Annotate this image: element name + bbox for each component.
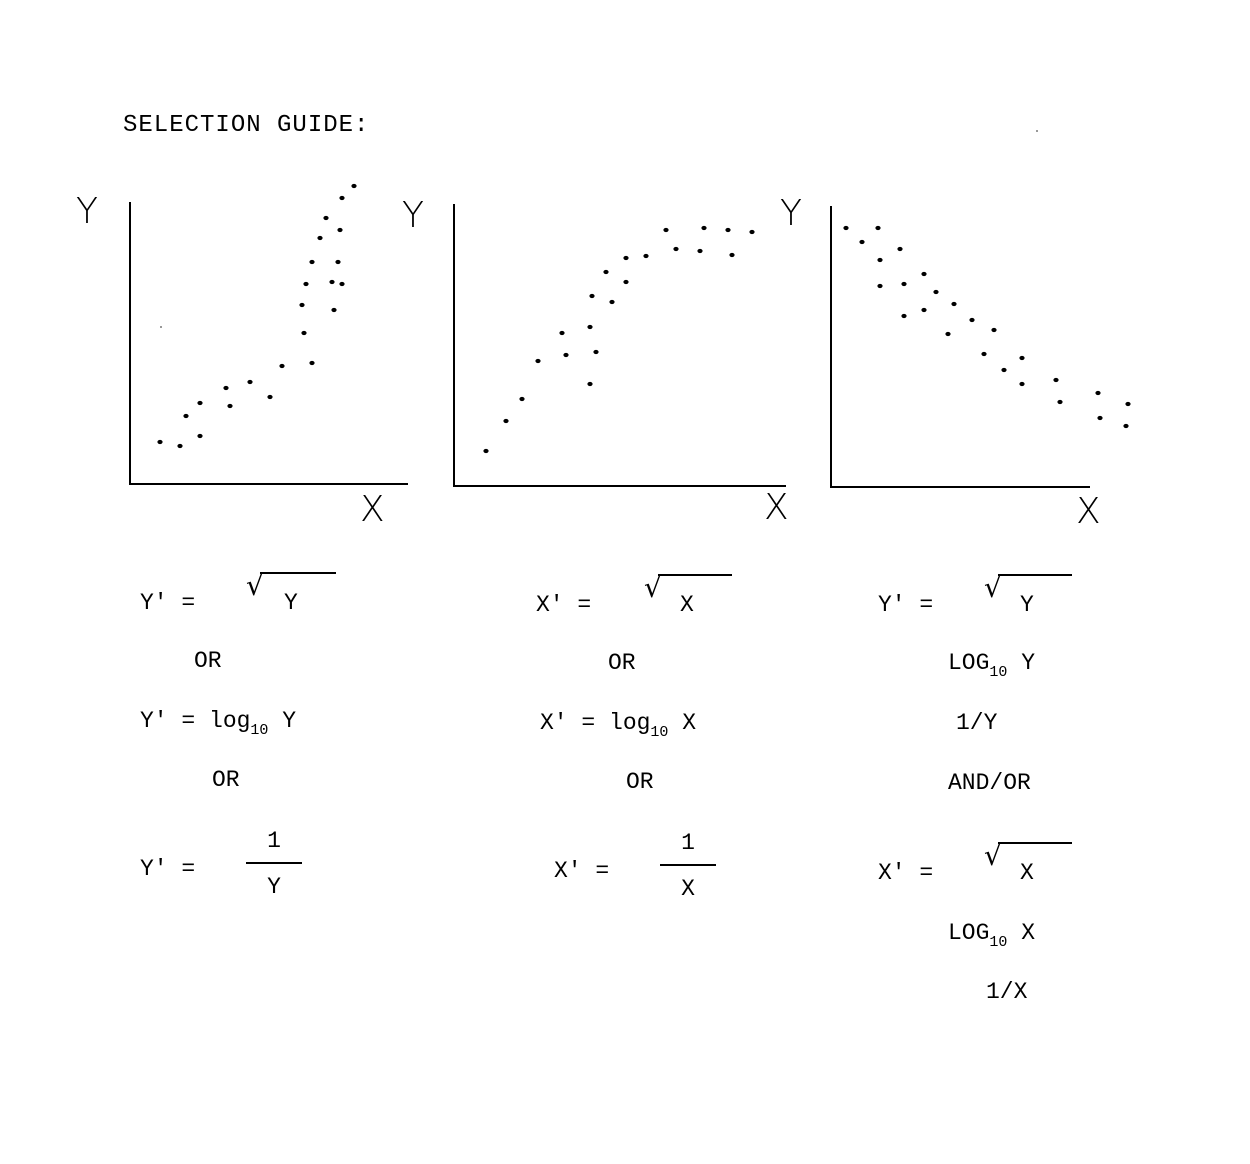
col1-sqrt-lhs: Y' = — [140, 590, 196, 616]
panel-2-point — [673, 247, 678, 251]
panel-1-point — [339, 282, 344, 286]
col3-x-radical — [984, 839, 1074, 886]
panel-1-point — [299, 303, 304, 307]
panel-1-point — [301, 331, 306, 335]
panel-2-point — [519, 397, 524, 401]
col3-x-sqrt-arg: X — [1020, 860, 1034, 886]
panel-1-point — [309, 361, 314, 365]
col1-frac-num: 1 — [267, 828, 281, 854]
col2-frac-lhs: X' = — [554, 858, 610, 884]
panel-3-point — [951, 302, 956, 306]
panel-1-axes — [130, 202, 408, 484]
col3-y-recip: 1/Y — [956, 710, 998, 736]
panel-1-point — [197, 401, 202, 405]
panel-1-point — [227, 404, 232, 408]
panel-1-point — [157, 440, 162, 444]
panel-2-point — [563, 353, 568, 357]
col2-sqrt-arg: X — [680, 592, 694, 618]
panel-2-point — [589, 294, 594, 298]
panel-2-point — [701, 226, 706, 230]
col3-x-recip: 1/X — [986, 979, 1028, 1005]
col1-or-1: OR — [194, 648, 222, 674]
panel-2-point — [725, 228, 730, 232]
radical-sign-icon: √ — [246, 569, 264, 602]
col3-y-sqrt-arg: Y — [1020, 592, 1034, 618]
panel-1-point — [351, 184, 356, 188]
panel-1-point — [303, 282, 308, 286]
panel-1-x-label: X — [360, 489, 385, 530]
panel-3-point — [945, 332, 950, 336]
panel-3-point — [981, 352, 986, 356]
radical-sign-icon: √ — [644, 571, 662, 604]
panel-1-point — [317, 236, 322, 240]
col3-x-log: $LOG_{10}$ X — [948, 920, 1036, 951]
col1-frac-lhs: Y' = — [140, 856, 196, 882]
col1-radical — [246, 569, 338, 616]
panel-2-point — [697, 249, 702, 253]
panel-1-point — [267, 395, 272, 399]
panel-3-point — [1123, 424, 1128, 428]
panel-2-points — [483, 226, 754, 453]
panel-3-point — [1053, 378, 1058, 382]
panel-1-points — [157, 184, 356, 448]
panel-1-point — [197, 434, 202, 438]
panel-2-point — [603, 270, 608, 274]
radical-sign-icon: √ — [984, 571, 1002, 604]
col3-y-sqrt-lhs: Y' = — [878, 592, 934, 618]
panel-1-point — [177, 444, 182, 448]
col2-sqrt-lhs: X' = — [536, 592, 592, 618]
panel-2-point — [609, 300, 614, 304]
panel-3-point — [991, 328, 996, 332]
panel-3-point — [1001, 368, 1006, 372]
col2-or-2: OR — [626, 769, 654, 795]
col3-y-radical — [984, 571, 1074, 618]
panel-3-axes — [831, 206, 1090, 487]
col3-x-sqrt-lhs: X' = — [878, 860, 934, 886]
scan-speck — [160, 326, 162, 328]
col2-frac-den: X — [681, 876, 695, 902]
panel-2-point — [749, 230, 754, 234]
col2-radical — [644, 571, 734, 618]
panel-3-point — [1125, 402, 1130, 406]
panel-3-point — [933, 290, 938, 294]
panel-1-point — [331, 308, 336, 312]
panel-2-x-label: X — [764, 487, 789, 528]
panel-2-point — [483, 449, 488, 453]
panel-2-point — [729, 253, 734, 257]
panel-3-point — [875, 226, 880, 230]
panel-3-point — [1095, 391, 1100, 395]
panel-3-point — [859, 240, 864, 244]
scan-speck — [1036, 130, 1038, 132]
panel-1-point — [247, 380, 252, 384]
panel-2-point — [593, 350, 598, 354]
panel-3-point — [1019, 382, 1024, 386]
panel-2-point — [663, 228, 668, 232]
panel-3-point — [877, 258, 882, 262]
panel-3-point — [921, 272, 926, 276]
col1-sqrt-arg: Y — [284, 590, 298, 616]
panel-2-y-label: Y — [402, 195, 424, 236]
col2-log-formula: $X' = \log_{10} X$ — [540, 710, 697, 741]
panel-2-point — [623, 256, 628, 260]
panel-3-x-label: X — [1076, 491, 1101, 532]
panel-3-point — [877, 284, 882, 288]
panel-1-point — [279, 364, 284, 368]
col2-fraction — [660, 830, 716, 902]
panel-3-points — [843, 226, 1130, 428]
panel-3-y-label: Y — [780, 193, 802, 234]
panel-2-axes — [454, 204, 786, 486]
panel-1-point — [335, 260, 340, 264]
col1-or-2: OR — [212, 767, 240, 793]
panel-1-point — [339, 196, 344, 200]
col3-y-log: $LOG_{10}$ Y — [948, 650, 1036, 681]
panel-3-point — [897, 247, 902, 251]
col1-log-formula: $Y' = \log_{10} Y$ — [140, 708, 297, 739]
panel-1-point — [329, 280, 334, 284]
page-title: SELECTION GUIDE: — [123, 112, 370, 139]
radical-sign-icon: √ — [984, 839, 1002, 872]
panel-2-point — [535, 359, 540, 363]
panel-3-point — [921, 308, 926, 312]
panel-2-point — [587, 325, 592, 329]
panel-2-point — [587, 382, 592, 386]
panel-2-point — [623, 280, 628, 284]
panel-3-point — [969, 318, 974, 322]
panel-1-point — [337, 228, 342, 232]
panel-3-point — [1057, 400, 1062, 404]
panel-2-point — [559, 331, 564, 335]
col3-andor: AND/OR — [948, 770, 1031, 796]
panel-2-point — [643, 254, 648, 258]
panel-1-point — [183, 414, 188, 418]
panel-3-point — [1019, 356, 1024, 360]
panel-1-point — [323, 216, 328, 220]
panel-1-y-label: Y — [76, 191, 98, 232]
panel-3-point — [901, 314, 906, 318]
col2-frac-num: 1 — [681, 830, 695, 856]
col1-fraction — [246, 828, 302, 900]
panel-1-point — [223, 386, 228, 390]
panel-1-point — [309, 260, 314, 264]
col1-frac-den: Y — [267, 874, 281, 900]
panel-3-point — [843, 226, 848, 230]
panel-2-point — [503, 419, 508, 423]
panel-3-point — [901, 282, 906, 286]
col2-or-1: OR — [608, 650, 636, 676]
panel-3-point — [1097, 416, 1102, 420]
